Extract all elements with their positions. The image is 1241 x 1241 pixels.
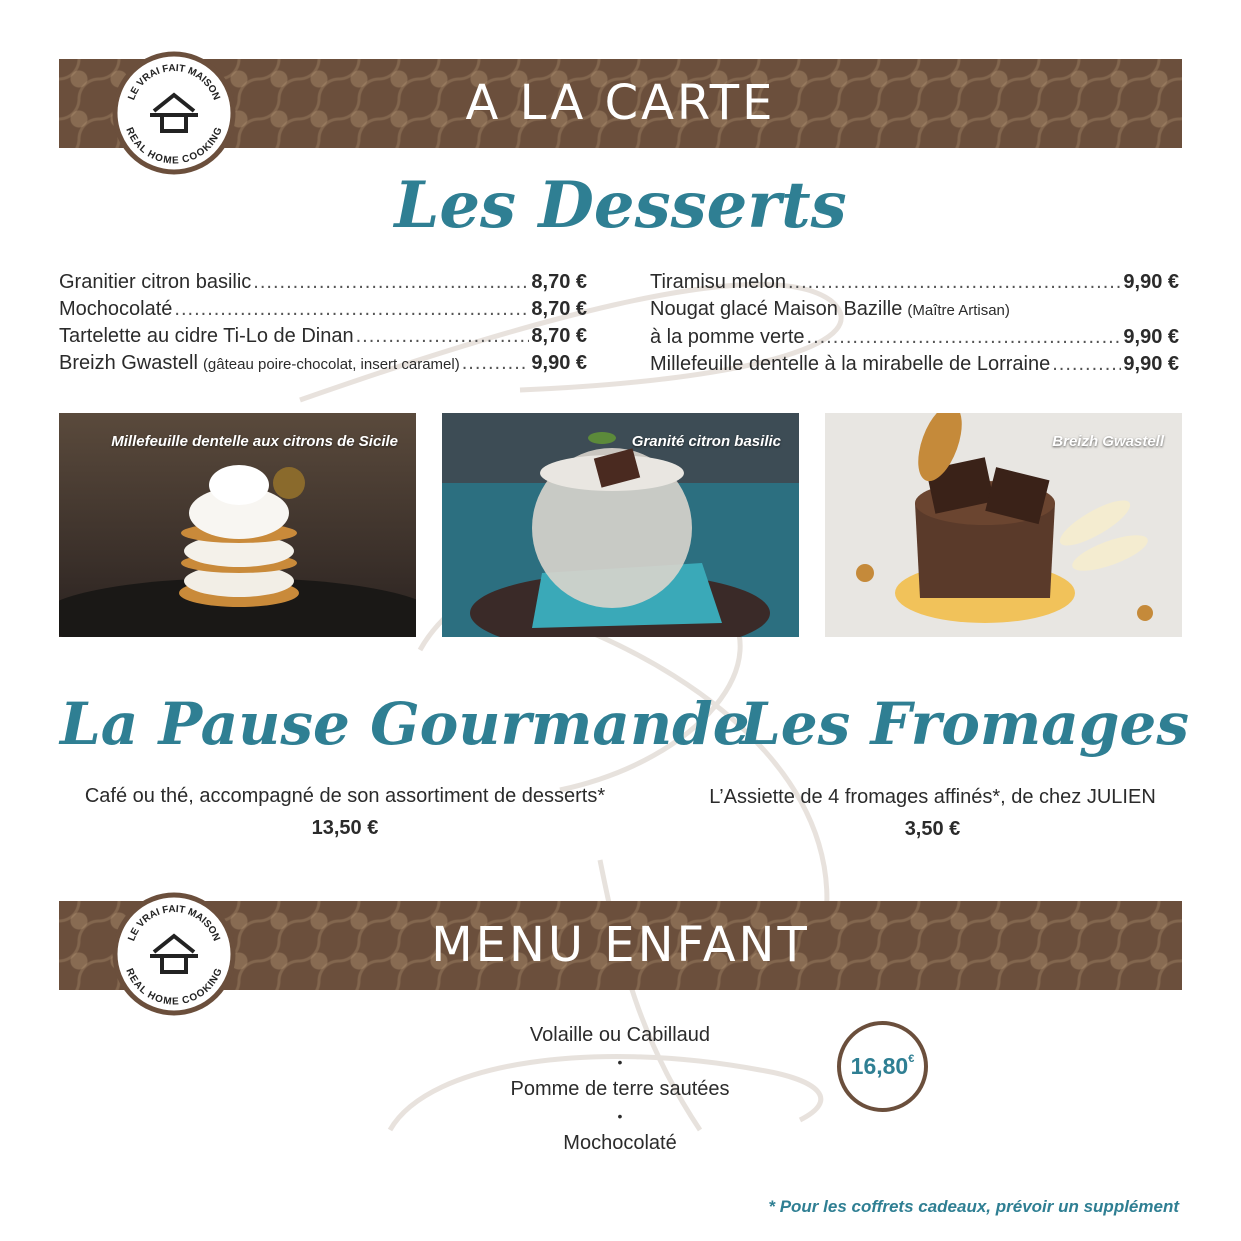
price-currency: € xyxy=(908,1052,915,1065)
menu-item xyxy=(650,324,1179,351)
item-price: 9,90 € xyxy=(531,352,587,374)
section-title-pause-gourmande: La Pause Gourmande xyxy=(60,690,750,758)
desserts-list-left xyxy=(59,269,587,378)
item-name: Granitier citron basilic xyxy=(59,271,252,293)
leader-dots xyxy=(462,350,530,377)
kids-menu-price-badge xyxy=(837,1021,928,1112)
fait-maison-seal xyxy=(112,892,236,1016)
item-price: 9,90 € xyxy=(1123,271,1179,293)
seal-top-text: LE VRAI FAIT MAISON xyxy=(126,62,222,102)
leader-dots xyxy=(1052,351,1121,378)
item-note: (Maître Artisan) xyxy=(907,302,1010,319)
leader-dots xyxy=(356,323,530,350)
kids-menu-item: Volaille ou Cabillaud xyxy=(529,1024,711,1046)
leader-dots xyxy=(174,296,529,323)
section-title-desserts: Les Desserts xyxy=(394,168,847,243)
seal-bottom-text: REAL HOME COOKING xyxy=(123,966,225,1008)
menu-item xyxy=(650,296,1179,324)
menu-item xyxy=(59,323,587,350)
pause-description: Café ou thé, accompagné de son assortiment de desserts* xyxy=(84,785,606,807)
item-price: 9,90 € xyxy=(1123,326,1179,348)
separator-bullet: • xyxy=(617,1108,623,1124)
fait-maison-seal xyxy=(112,51,236,175)
item-name: Tiramisu melon xyxy=(650,271,786,293)
fromages-price: 3,50 € xyxy=(904,818,961,840)
item-name: Nougat glacé Maison Bazille xyxy=(650,298,903,320)
photo-caption: Granité citron basilic xyxy=(631,433,781,450)
kids-menu-item: Mochocolaté xyxy=(563,1132,677,1154)
menu-item xyxy=(59,269,587,296)
item-name: Breizh Gwastell xyxy=(59,352,198,374)
item-name: Mochocolaté xyxy=(59,298,173,320)
banner-title: A LA CARTE xyxy=(465,75,776,131)
dessert-photo-millefeuille xyxy=(59,413,416,637)
menu-item xyxy=(650,351,1179,378)
seal-bottom-text: REAL HOME COOKING xyxy=(123,125,225,167)
fromages-description: L’Assiette de 4 fromages affinés*, de chez JULIEN xyxy=(709,786,1156,808)
item-name: Tartelette au cidre Ti-Lo de Dinan xyxy=(59,325,354,347)
banner-title: MENU ENFANT xyxy=(431,917,810,973)
leader-dots xyxy=(807,324,1122,351)
item-price: 8,70 € xyxy=(531,271,587,293)
item-price: 9,90 € xyxy=(1123,353,1179,375)
section-title-fromages: Les Fromages xyxy=(740,690,1189,758)
price-value: 16,80 xyxy=(850,1053,909,1079)
photo-caption: Millefeuille dentelle aux citrons de Sicile xyxy=(111,433,398,450)
menu-item xyxy=(59,350,587,378)
dessert-photo-breizh-gwastell xyxy=(825,413,1182,637)
dessert-photo-granite xyxy=(442,413,799,637)
item-price: 8,70 € xyxy=(531,325,587,347)
menu-item xyxy=(650,269,1179,296)
footnote: * Pour les coffrets cadeaux, prévoir un supplément xyxy=(768,1197,1179,1216)
separator-bullet: • xyxy=(617,1054,623,1070)
item-price: 8,70 € xyxy=(531,298,587,320)
kids-menu-item: Pomme de terre sautées xyxy=(510,1078,730,1100)
item-name: à la pomme verte xyxy=(650,326,805,348)
seal-top-text: LE VRAI FAIT MAISON xyxy=(126,903,222,943)
leader-dots xyxy=(788,269,1121,296)
leader-dots xyxy=(253,269,529,296)
item-name: Millefeuille dentelle à la mirabelle de Lorraine xyxy=(650,353,1051,375)
kids-menu-items xyxy=(420,1022,820,1157)
desserts-list-right xyxy=(650,269,1179,378)
menu-item xyxy=(59,296,587,323)
pause-price: 13,50 € xyxy=(311,817,379,839)
item-note: (gâteau poire-chocolat, insert caramel) xyxy=(202,356,460,373)
photo-caption: Breizh Gwastell xyxy=(1052,433,1164,450)
